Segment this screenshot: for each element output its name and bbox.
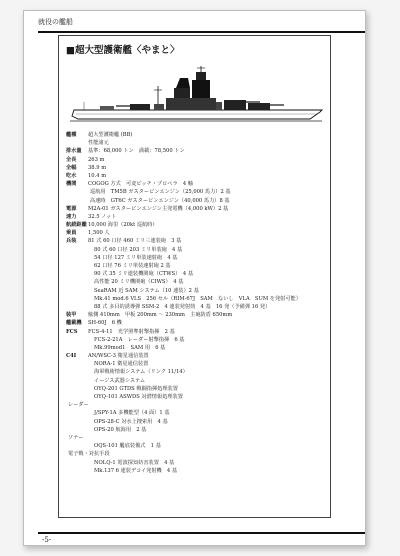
spec-row — [66, 139, 326, 147]
spec-value: 巡航用 TM5B ガスタービンエンジン（25,000 馬力）2 基 — [90, 189, 231, 196]
spec-value: 90 式 35 ミリ連装機関砲（CTWS） 4 基 — [94, 271, 194, 278]
spec-value: 高速時 GT6C ガスタービンエンジン（40,000 馬力）8 基 — [90, 197, 230, 204]
spec-label: 吃水 — [66, 172, 77, 179]
spec-value: 38.9 m — [88, 164, 107, 171]
spec-row — [66, 205, 326, 213]
spec-label: 航続距離 — [66, 222, 87, 229]
spec-value: 性能諸元 — [88, 140, 109, 147]
spec-row — [66, 221, 326, 229]
spec-row — [66, 467, 326, 475]
spec-row — [66, 213, 326, 221]
spec-value: 海軍戦術情報システム（リンク 11/14） — [94, 369, 188, 376]
spec-value: 1,500 人 — [88, 230, 110, 237]
spec-label: 乗員 — [66, 230, 77, 237]
spec-value: 超大型護衛艦 (BB) — [88, 132, 133, 138]
ship-title: ■超大型護衛艦〈やまと〉 — [66, 45, 180, 56]
spec-value: OQS-101 艦底装備式 1 基 — [94, 443, 161, 450]
running-footer — [38, 532, 365, 546]
spec-row — [66, 336, 326, 344]
spec-row — [66, 409, 326, 417]
spec-value: NOLQ-1 電波探知妨害装置 4 基 — [94, 459, 175, 466]
spec-row — [66, 368, 326, 376]
spec-row — [66, 172, 326, 180]
spec-row — [66, 262, 326, 270]
spec-row — [66, 418, 326, 426]
spec-row — [66, 147, 326, 155]
spec-label: FCS — [66, 328, 78, 335]
spec-row — [66, 131, 326, 139]
spec-label: 全幅 — [66, 164, 77, 171]
spec-label: 兵装 — [66, 238, 77, 245]
spec-value: 舷側 410mm 甲板 200mm ～ 230mm 主砲防盾 650mm — [88, 312, 233, 319]
spec-row — [66, 319, 326, 327]
header-title: 就役の艦船 — [38, 18, 73, 26]
spec-value: Mk.41 mod.6 VLS 256 セル（RIM-67J SAM ないし VLA SUM を発射可能） — [94, 295, 301, 302]
spec-value: 80 式 60 口径 203 ミリ単装砲 4 基 — [94, 246, 183, 253]
spec-value: 88 式 多目的誘導弾 SSM-2 4 連装発射筒 4 基 16 発（予備弾 16 発） — [94, 303, 271, 310]
spec-value: ソナー — [68, 434, 84, 441]
spec-value: 電子戦・対抗手段 — [68, 451, 110, 458]
spec-value: 10.4 m — [88, 172, 107, 179]
spec-row — [66, 287, 326, 295]
spec-label: 速力 — [66, 213, 77, 220]
spec-row — [66, 360, 326, 368]
spec-row — [66, 393, 326, 401]
spec-value: Mk.99mod1 SAM 用 6 基 — [94, 344, 166, 351]
spec-subheading — [66, 434, 326, 442]
spec-value: FCS-2-21A レーダー射撃指揮 6 基 — [94, 336, 185, 343]
spec-row — [66, 442, 326, 450]
spec-row — [66, 385, 326, 393]
spec-label: 電源 — [66, 205, 77, 212]
spec-row — [66, 278, 326, 286]
spec-value: OYQ-101 ASWDS 対潜情報処理装置 — [94, 394, 183, 400]
spec-label: C4I — [66, 353, 77, 360]
spec-row — [66, 254, 326, 262]
spec-value: SeaRAM 近 SAM システム（10 連装）2 基 — [94, 287, 199, 294]
spec-value: 81 式 60 口径 460 ミリ三連装砲 3 基 — [88, 238, 182, 245]
spec-value: NORA-1 衛星通信装置 — [94, 361, 149, 368]
spec-row — [66, 459, 326, 467]
spec-value: 62 口径 76 ミリ単装速射砲 2 基 — [94, 263, 171, 269]
spec-row — [66, 328, 326, 336]
spec-row — [66, 246, 326, 254]
spec-row — [66, 197, 326, 205]
spec-row — [66, 426, 326, 434]
spec-row — [66, 270, 326, 278]
spec-value: Mk.137 6 連装デコイ発射機 4 基 — [94, 467, 178, 474]
running-header — [38, 17, 365, 33]
spec-label: 機関 — [66, 181, 77, 188]
spec-row — [66, 188, 326, 196]
spec-row — [66, 229, 326, 237]
spec-row — [66, 344, 326, 352]
spec-row — [66, 164, 326, 172]
spec-label: 排水量 — [66, 148, 82, 155]
spec-value: COGOG 方式 可変ピッチ・プロペラ 4 軸 — [88, 181, 193, 188]
spec-value: 基準：68,000 トン 満載：78,500 トン — [88, 148, 185, 155]
spec-value: OPS-20 航海用 2 基 — [94, 426, 147, 433]
spec-value: 10,000 海里（20kt 巡航時） — [88, 222, 158, 229]
spec-value: M2A-01 ガスタービンエンジン主発電機（4,000 kW）2 基 — [88, 205, 229, 212]
page-number: -5- — [42, 536, 52, 544]
spec-value: AN/WSC-3 衛星通信装置 — [88, 353, 149, 360]
spec-value: J/SPY-1A 多機能型（4 面）1 基 — [94, 410, 170, 417]
book-page — [23, 10, 366, 546]
spec-row — [66, 180, 326, 188]
spec-label: 全長 — [66, 156, 77, 163]
spec-value: 32.5 ノット — [88, 213, 117, 220]
spec-value: FCS-4-11 光学照準射撃指揮 2 基 — [88, 328, 175, 335]
spec-value: 54 口径 127 ミリ単装速射砲 4 基 — [94, 254, 178, 261]
spec-row — [66, 295, 326, 303]
spec-label: 装甲 — [66, 312, 77, 319]
spec-row — [66, 303, 326, 311]
spec-value: 高性能 20 ミリ機関砲（CIWS） 4 基 — [94, 279, 184, 286]
spec-value: OPS-28-C 対水上捜索用 4 基 — [94, 418, 168, 425]
spec-value: レーダー — [68, 402, 89, 409]
spec-value: OYQ-201 GTDS 戦闘指揮処理装置 — [94, 385, 178, 392]
spec-row — [66, 237, 326, 245]
spec-list — [66, 131, 326, 475]
spec-label: 艦種 — [66, 132, 77, 138]
spec-subheading — [66, 401, 326, 409]
spec-subheading — [66, 450, 326, 458]
spec-row — [66, 377, 326, 385]
spec-value: イージス武器システム — [94, 377, 146, 384]
spec-value: 263 m — [88, 156, 105, 163]
spec-row — [66, 156, 326, 164]
spec-label: 艦載機 — [66, 320, 82, 327]
spec-row — [66, 311, 326, 319]
spec-row — [66, 352, 326, 360]
spec-value: SH-60J 6 機 — [88, 320, 122, 327]
spec-frame — [58, 35, 331, 518]
